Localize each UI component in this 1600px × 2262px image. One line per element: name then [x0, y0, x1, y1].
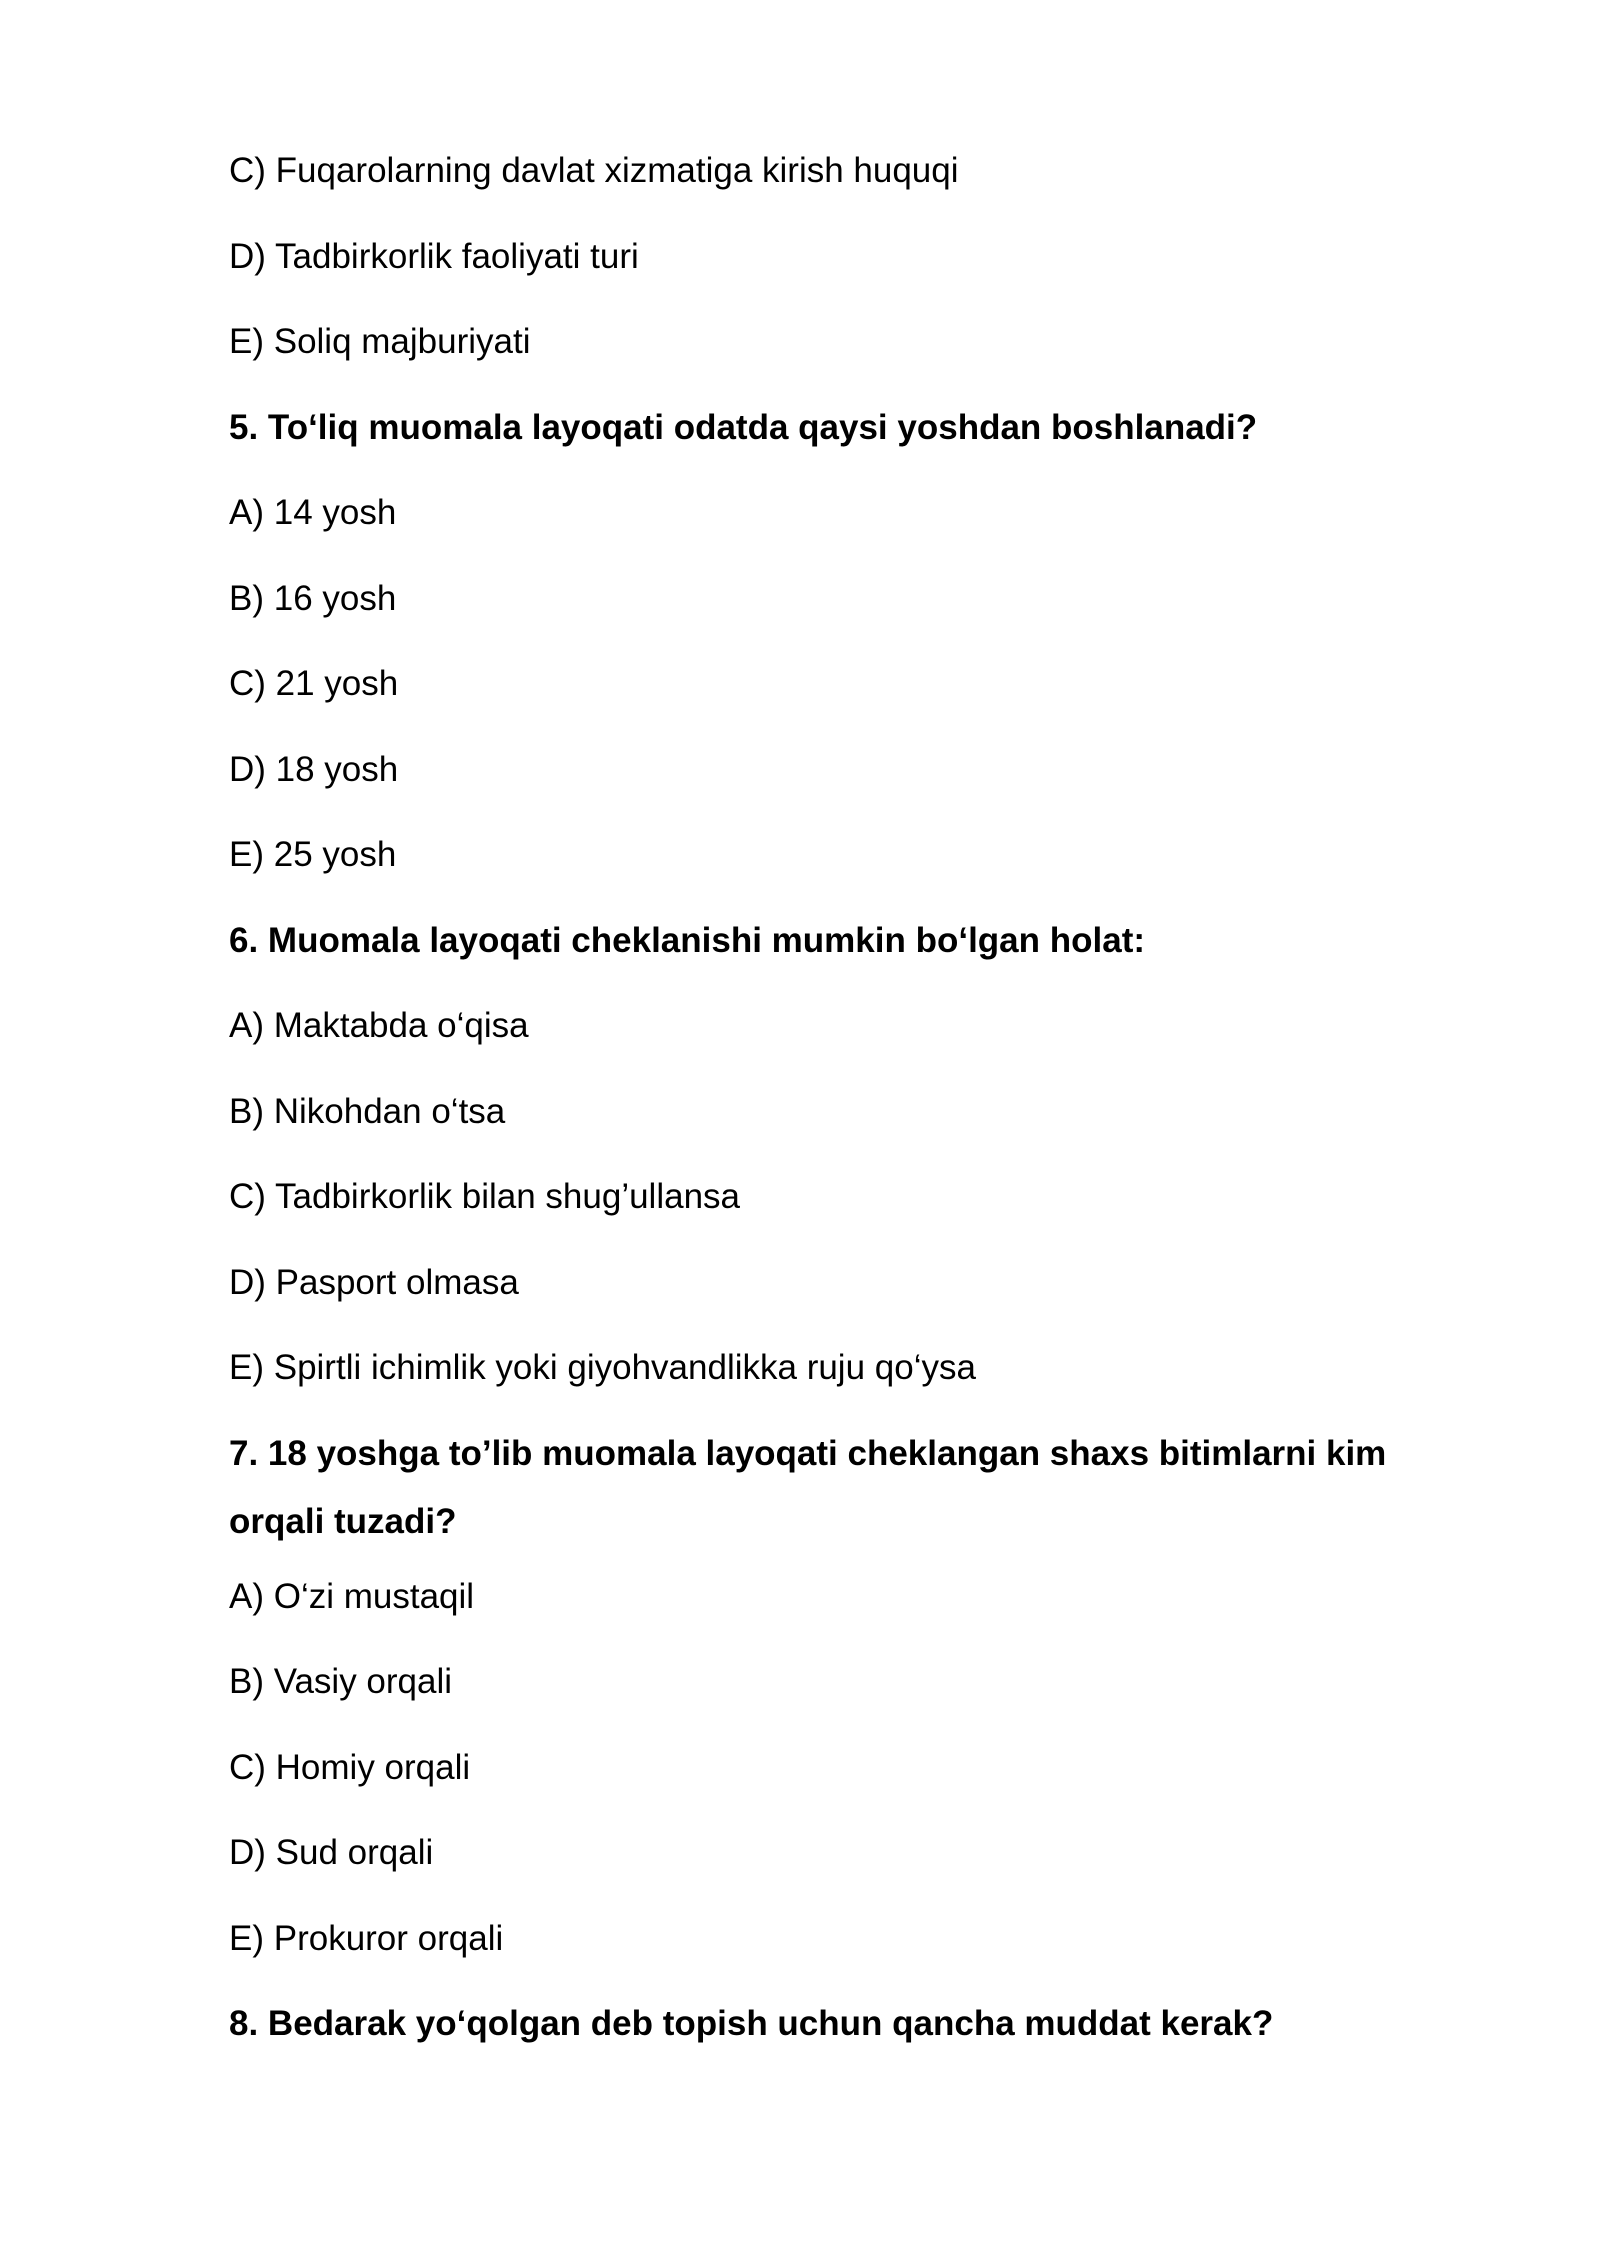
option-a-q7: A) O‘zi mustaqil: [229, 1576, 475, 1616]
option-d-q7: D) Sud orqali: [229, 1833, 434, 1872]
option-d-q5: D) 18 yosh: [229, 749, 399, 789]
option-c-q7: C) Homiy orqali: [229, 1747, 471, 1787]
option-c-q6: C) Tadbirkorlik bilan shug’ullansa: [229, 1177, 741, 1216]
option-d-q4: D) Tadbirkorlik faoliyati turi: [229, 236, 639, 276]
option-e-q7: E) Prokuror orqali: [229, 1918, 504, 1958]
option-a-q5: A) 14 yosh: [229, 493, 397, 532]
option-b-q6: B) Nikohdan o‘tsa: [229, 1091, 506, 1131]
option-e-q6: E) Spirtli ichimlik yoki giyohvandlikka ruju qo‘ysa: [229, 1348, 976, 1387]
question-6: 6. Muomala layoqati cheklanishi mumkin bo‘lgan holat:: [229, 920, 1145, 960]
question-5: 5. To‘liq muomala layoqati odatda qaysi yoshdan boshlanadi?: [229, 407, 1258, 447]
option-b-q5: B) 16 yosh: [229, 578, 397, 618]
quiz-content: [229, 148, 1439, 2087]
option-c-q4: C) Fuqarolarning davlat xizmatiga kirish huquqi: [229, 151, 959, 190]
option-c-q5: C) 21 yosh: [229, 664, 399, 703]
question-8: 8. Bedarak yo‘qolgan deb topish uchun qancha muddat kerak?: [229, 2004, 1274, 2043]
option-b-q7: B) Vasiy orqali: [229, 1662, 453, 1701]
question-7: 7. 18 yoshga to’lib muomala layoqati cheklangan shaxs bitimlarni kim orqali tuzadi?: [229, 1433, 1387, 1541]
option-a-q6: A) Maktabda o‘qisa: [229, 1006, 529, 1045]
option-e-q5: E) 25 yosh: [229, 835, 397, 874]
option-e-q4: E) Soliq majburiyati: [229, 322, 531, 361]
option-d-q6: D) Pasport olmasa: [229, 1262, 519, 1302]
